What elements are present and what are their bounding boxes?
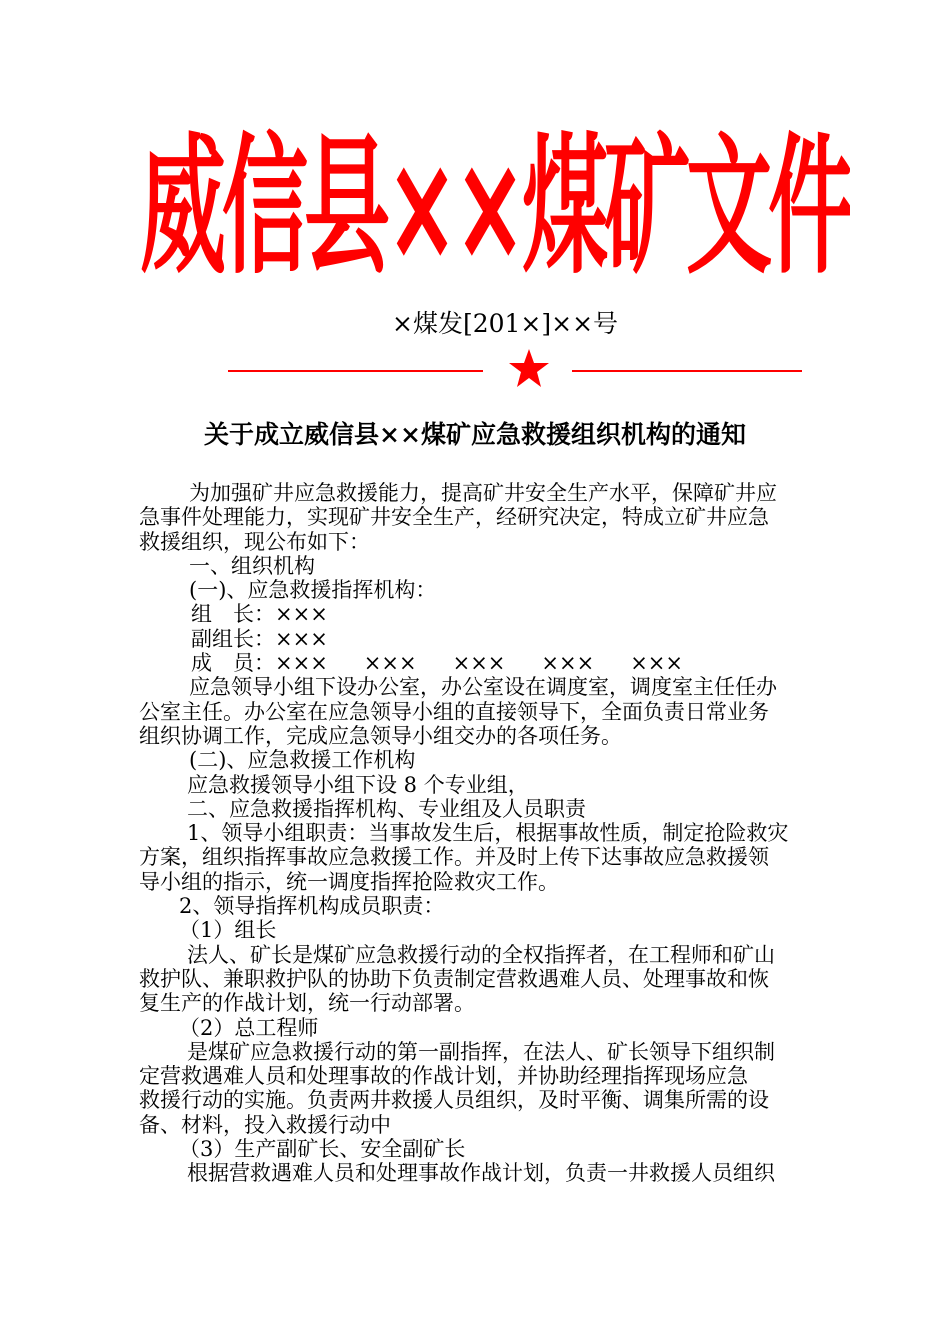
role-heading: （1）组长	[179, 918, 277, 943]
section-heading: 二、应急救援指挥机构、专业组及人员职责	[187, 796, 586, 821]
body-line: 导小组的指示，统一调度指挥抢险救灾工作。	[139, 869, 559, 894]
body-line: 复生产的作战计划，统一行动部署。	[139, 991, 475, 1016]
document-header-title: 威信县××煤矿文件	[140, 120, 850, 296]
member-name: ×××	[452, 651, 506, 676]
subsection-heading: (二)、应急救援工作机构	[189, 748, 416, 773]
header-rule-left	[228, 370, 483, 372]
body-line: 救援行动的实施。负责两井救援人员组织，及时平衡、调集所需的设	[139, 1088, 769, 1113]
body-line: 公室主任。办公室在应急领导小组的直接领导下，全面负责日常业务	[139, 699, 769, 724]
role-heading: （2）总工程师	[179, 1015, 319, 1040]
deputy-leader-line: 副组长：×××	[191, 626, 328, 651]
member-name: ×××	[363, 651, 417, 676]
subsection-heading: (一)、应急救援指挥机构：	[189, 578, 437, 603]
section-heading: 一、组织机构	[189, 553, 315, 578]
body-line: 备、材料，投入救援行动中	[139, 1112, 391, 1137]
body-line: 为加强矿井应急救援能力，提高矿井安全生产水平，保障矿井应	[189, 481, 777, 505]
body-line: 法人、矿长是煤矿应急救援行动的全权指挥者，在工程师和矿山	[187, 942, 775, 967]
body-line: 应急领导小组下设办公室，办公室设在调度室，调度室主任任办	[189, 675, 777, 700]
notice-body	[139, 481, 851, 1186]
body-line: 定营救遇难人员和处理事故的作战计划，并协助经理指挥现场应急	[139, 1064, 748, 1089]
notice-subject-title: 关于成立威信县××煤矿应急救援组织机构的通知	[204, 420, 746, 449]
body-line: 根据营救遇难人员和处理事故作战计划，负责一井救援人员组织	[187, 1161, 775, 1186]
body-line: 方案，组织指挥事故应急救援工作。并及时上传下达事故应急救援领	[139, 845, 769, 870]
role-heading: （3）生产副矿长、安全副矿长	[179, 1137, 466, 1162]
body-line: 1、领导小组职责：当事故发生后，根据事故性质，制定抢险救灾	[187, 821, 789, 846]
document-header-title-block	[140, 118, 850, 298]
star-icon	[508, 348, 550, 388]
leader-line: 组 长：×××	[191, 602, 328, 627]
body-line: 救援组织，现公布如下：	[139, 529, 370, 554]
document-number: ×煤发[201×]××号	[392, 309, 619, 338]
body-line: 组织协调工作，完成应急领导小组交办的各项任务。	[139, 723, 622, 748]
body-line: 是煤矿应急救援行动的第一副指挥，在法人、矿长领导下组织制	[187, 1039, 775, 1064]
body-line: 2、领导指挥机构成员职责：	[179, 894, 445, 919]
header-rule-right	[572, 370, 802, 372]
body-line: 应急救援领导小组下设 8 个专业组，	[187, 772, 529, 797]
member-name: ×××	[630, 651, 683, 676]
members-label: 成 员：×××	[191, 651, 328, 676]
body-line: 救护队、兼职救护队的协助下负责制定营救遇难人员、处理事故和恢	[139, 966, 769, 991]
body-line: 急事件处理能力，实现矿井安全生产，经研究决定，特成立矿井应急	[139, 505, 769, 530]
member-name: ×××	[541, 651, 595, 676]
members-line	[139, 651, 851, 675]
